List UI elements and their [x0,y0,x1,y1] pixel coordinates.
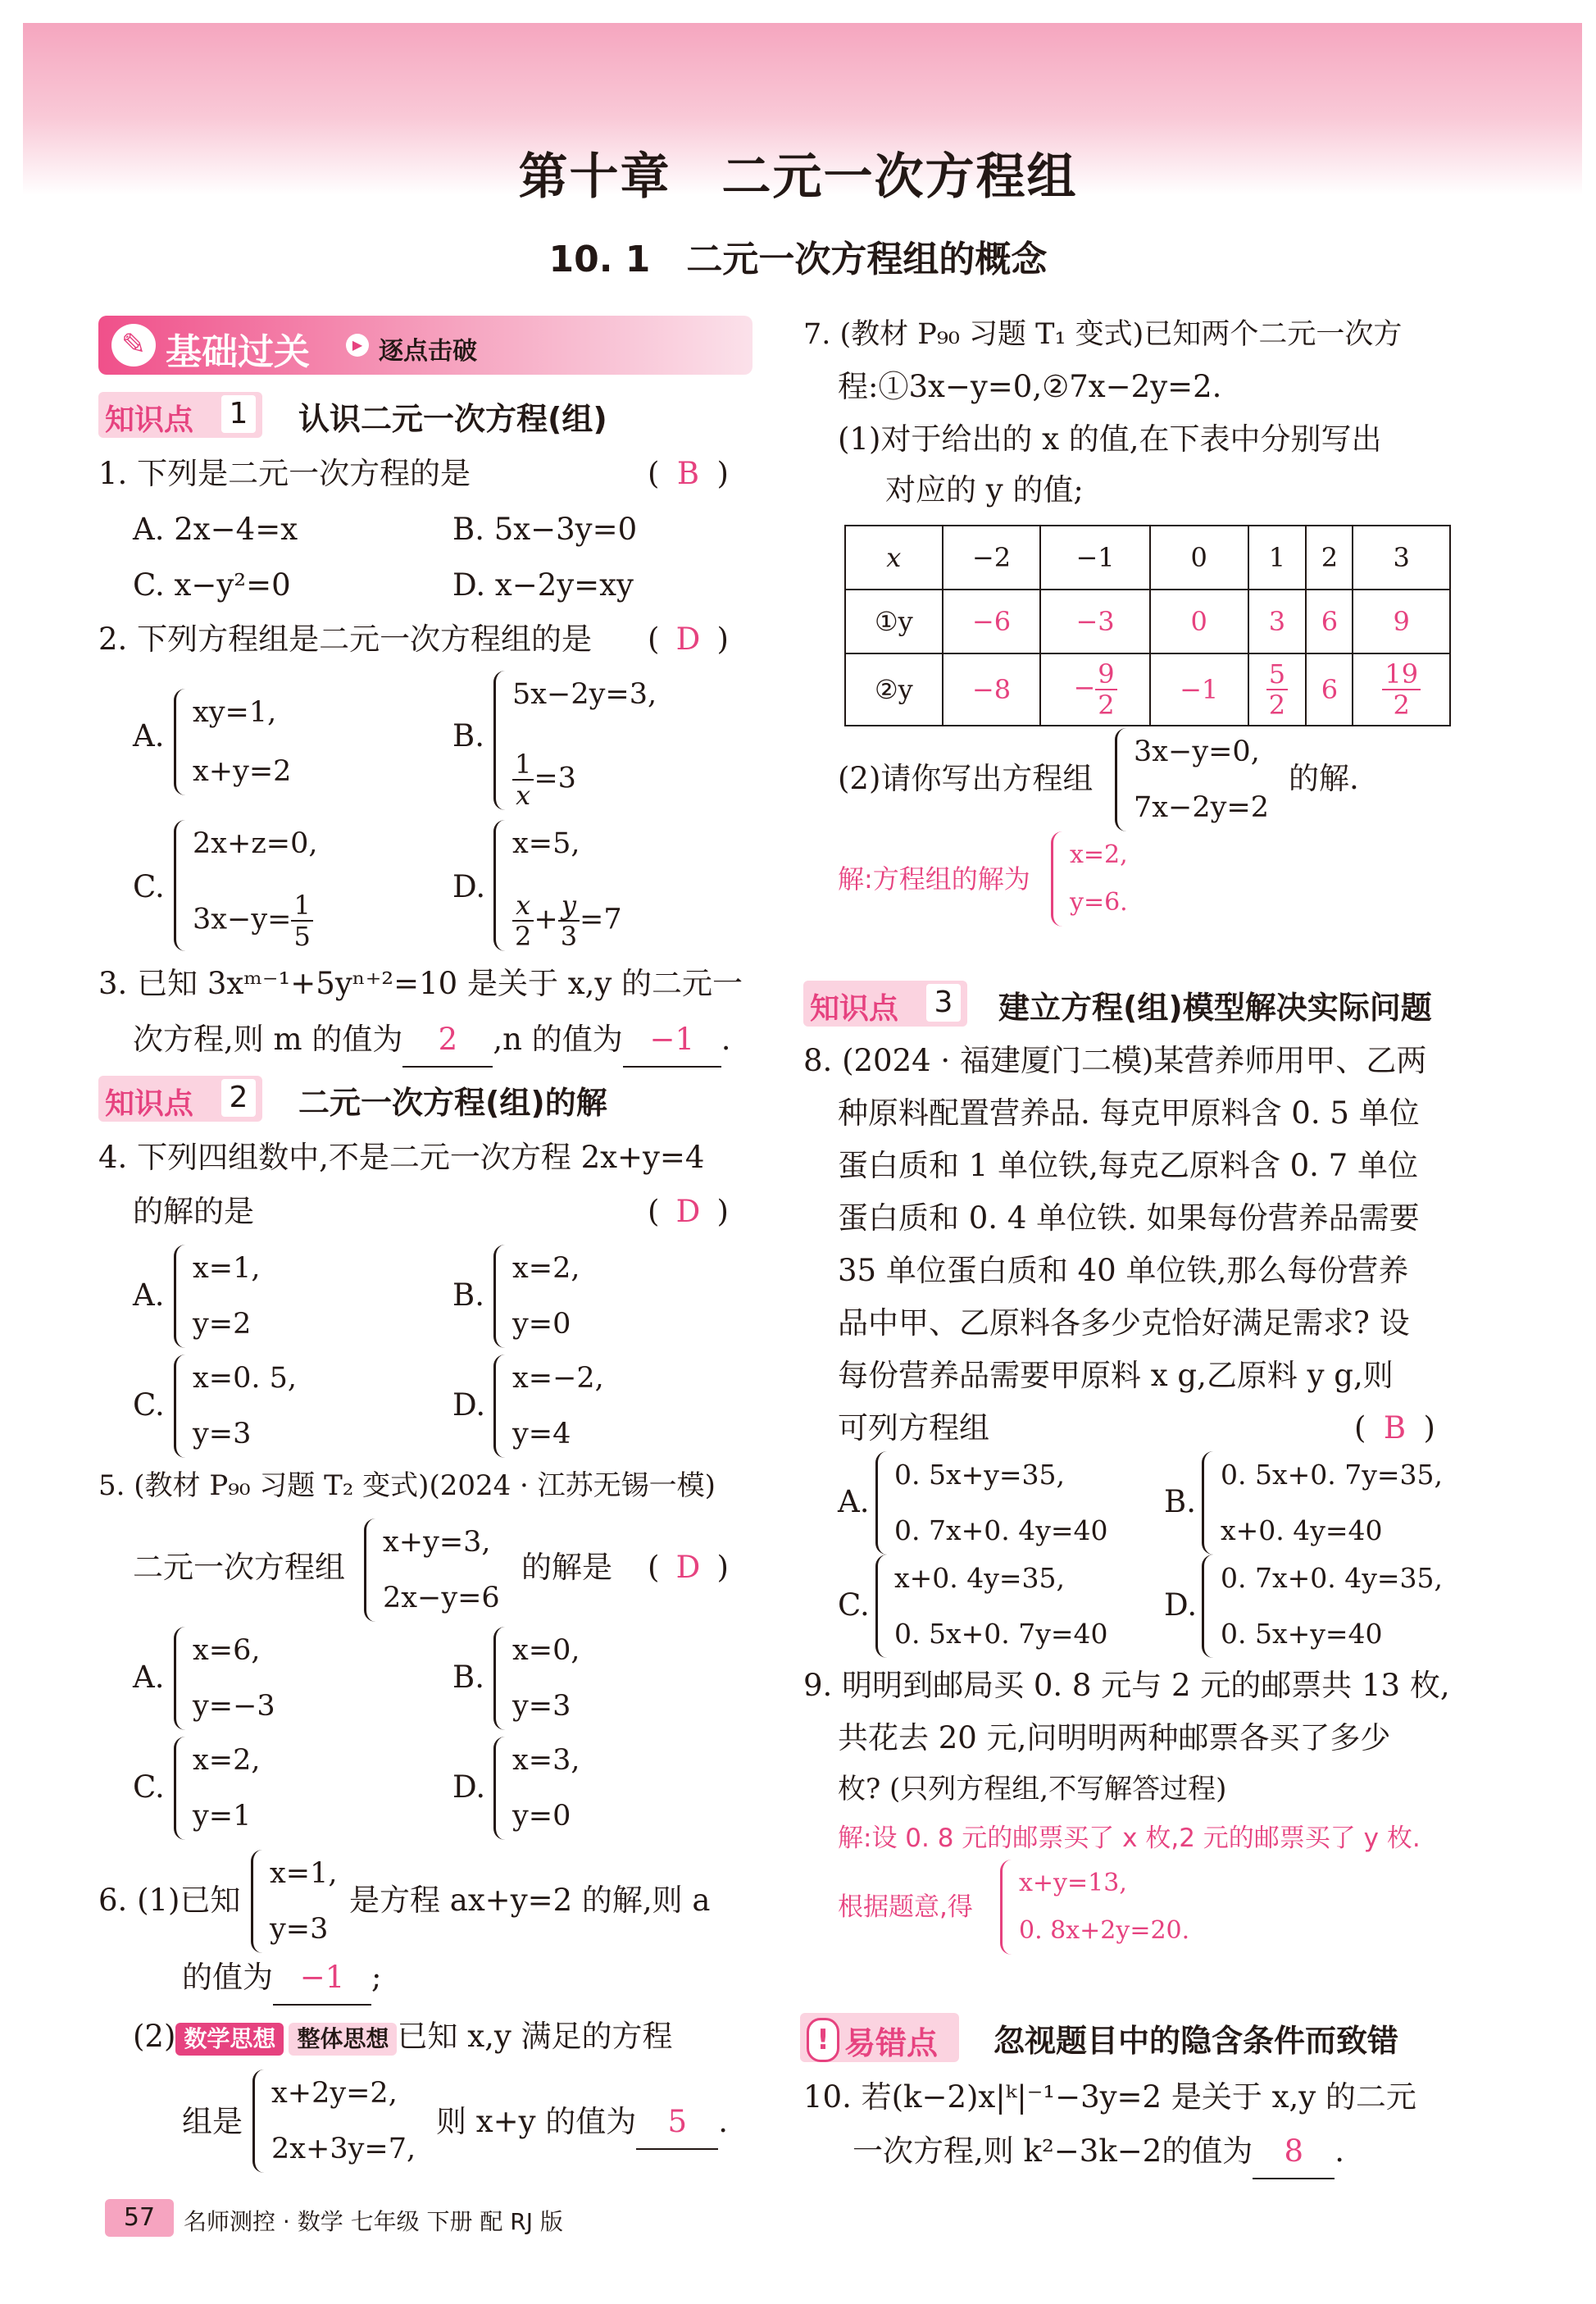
q4-a-eq2: y=2 [193,1308,252,1341]
q4-d-eq2: y=4 [512,1418,571,1450]
exclamation-icon: ! [807,2018,839,2062]
q10-answer: 8 [1253,2125,1335,2179]
q6-answer-xy: 5 [636,2096,718,2150]
q8-line: 35 单位蛋白质和 40 单位铁,那么每份营养 [838,1253,1409,1288]
table-x-cell: −1 [1040,526,1150,590]
q6-part2 [133,2010,673,2063]
q8-line: 蛋白质和 1 单位铁,每克乙原料含 0. 7 单位 [838,1148,1418,1183]
q3-answer-m: 2 [402,1013,493,1068]
q9-solution-line1: 解:设 0. 8 元的邮票买了 x 枚,2 元的邮票买了 y 枚. [838,1824,1421,1853]
q2-b-eq2-rest: =3 [534,762,576,795]
q5-label-b: B. [452,1660,484,1695]
q7-p2-pre: (2)请你写出方程组 [838,761,1094,796]
q7-sol-eq2: y=6. [1070,888,1128,917]
q8-line: 8. (2024 · 福建厦门二模)某营养师用甲、乙两 [803,1043,1427,1078]
table-y1-cell: −3 [1040,590,1150,653]
q1-option-a: A. 2x−4=x [133,512,298,547]
q5-label-c: C. [133,1769,165,1805]
q3-line2 [133,1013,731,1068]
q5-answer: D [675,1550,701,1585]
q5-a-eq2: y=−3 [193,1690,275,1723]
q6-p2-l2-post-line [436,2096,728,2150]
q2-system-c [174,820,318,951]
q8-d-eq2: 0. 5x+y=40 [1221,1618,1383,1650]
q5-eq1: x+y=3, [383,1526,491,1559]
q6-system-1 [251,1850,337,1953]
knowledge-point-1-tag [98,392,262,438]
q4-answer: D [675,1194,701,1229]
table-row [845,653,1450,726]
q4-system-a [174,1245,260,1348]
q2-d-frac2-num: y [558,890,580,922]
kp3-title: 建立方程(组)模型解决实际问题 [998,990,1432,1026]
q8-c-eq1: x+0. 4y=35, [894,1562,1066,1594]
q5-label-d: D. [452,1769,486,1805]
table-x-cell: 2 [1306,526,1353,590]
q6-post: 是方程 ax+y=2 的解,则 a [349,1883,711,1918]
q4-label-a: A. [133,1277,165,1313]
q6-system-2 [252,2070,416,2173]
q6-t2: 2x+3y=7, [271,2133,416,2165]
q2-c-eq2 [193,890,318,951]
table-x-cell: 1 [1248,526,1307,590]
holistic-thinking-tag: 整体思想 [289,2023,397,2056]
frac-num: 19 [1382,659,1421,690]
q6-line2-end: ; [371,1960,382,1995]
kp-number: 2 [221,1079,256,1117]
table-y1-cell: 0 [1150,590,1248,653]
q4-system-d [493,1355,604,1458]
q8-line: 种原料配置营养品. 每克甲原料含 0. 5 单位 [838,1095,1420,1131]
q4-label-c: C. [133,1387,165,1423]
q4-system-c [174,1355,297,1458]
frac-num: 5 [1266,659,1288,690]
frac-num: 9 [1095,659,1116,690]
q6-pre: 6. (1)已知 [98,1883,241,1918]
page-number: 57 [105,2199,174,2237]
q8-b-eq2: x+0. 4y=40 [1221,1514,1383,1546]
q3-answer-n: −1 [623,1013,721,1068]
q4-b-eq2: y=0 [512,1308,571,1341]
q8-a-eq1: 0. 5x+y=35, [894,1459,1066,1491]
mistake-title: 忽视题目中的隐含条件而致错 [994,2023,1399,2059]
q4-d-eq1: x=−2, [512,1362,604,1395]
math-thinking-tag: 数学思想 [175,2023,284,2056]
q5-line1: 5. (教材 P₉₀ 习题 T₂ 变式)(2024 · 江苏无锡一模) [98,1469,716,1502]
kp1-title: 认识二元一次方程(组) [298,401,607,437]
q6-p2-l2-post: 则 x+y 的值为 [436,2104,637,2139]
q5-post: 的解是 [521,1550,612,1585]
q4-answer-paren: ( D ) [648,1194,729,1229]
q1-stem: 1. 下列是二元一次方程的是 [98,456,471,491]
kp2-title: 二元一次方程(组)的解 [298,1085,607,1121]
q2-d-frac1-num: x [512,890,534,922]
kp-number: 3 [926,984,961,1022]
q8-c-eq2: 0. 5x+0. 7y=40 [894,1618,1108,1650]
table-y2-cell [1040,653,1150,726]
q2-system-a [174,689,291,795]
q3-line2-pre: 次方程,则 m 的值为 [133,1022,403,1057]
footer-book-info: 名师测控 · 数学 七年级 下册 配 RJ 版 [184,2208,563,2235]
q5-label-a: A. [133,1660,165,1695]
section-banner-title: 基础过关 [166,331,310,373]
q6-t1: x+2y=2, [271,2077,398,2110]
q8-system-a [875,1451,1108,1555]
q2-d-eq2 [512,890,622,951]
q2-d-eq1: x=5, [512,827,580,860]
chapter-title: 第十章 二元一次方程组 [518,148,1078,206]
table-x-cell: 3 [1353,526,1450,590]
q6-s1: x=1, [270,1857,338,1890]
q2-stem: 2. 下列方程组是二元一次方程组的是 [98,622,593,657]
q2-answer-paren: ( D ) [648,622,729,657]
q7-value-table [844,525,1451,726]
q1-option-d: D. x−2y=xy [452,567,634,603]
table-y1-cell: −6 [943,590,1041,653]
q10-line2 [853,2125,1344,2179]
q6-answer-a: −1 [273,1951,371,2006]
table-y2-cell [1353,653,1450,726]
q2-d-eq2-rest: =7 [580,903,622,936]
q3-line2-end: . [721,1022,731,1057]
frac-den: 2 [1393,690,1410,721]
q4-c-eq1: x=0. 5, [193,1362,297,1395]
frac-den: 2 [1268,690,1286,721]
q2-b-eq1: 5x−2y=3, [512,678,657,711]
q5-system-d [493,1737,580,1840]
q4-c-eq2: y=3 [193,1418,252,1450]
table-y2-cell: −8 [943,653,1041,726]
q7-eq2: 7x−2y=2 [1134,791,1269,824]
q5-system-c [174,1737,260,1840]
q3-line1: 3. 已知 3xᵐ⁻¹+5yⁿ⁺²=10 是关于 x,y 的二元一 [98,966,743,1001]
q8-b-eq1: 0. 5x+0. 7y=35, [1221,1459,1443,1491]
q2-system-b [493,671,657,810]
q9-line: 9. 明明到邮局买 0. 8 元与 2 元的邮票共 13 枚, [803,1668,1450,1703]
q5-d-eq1: x=3, [512,1744,580,1777]
q4-label-d: D. [452,1387,486,1423]
section-banner [98,316,753,375]
q4-system-b [493,1245,580,1348]
q10-line2-end: . [1335,2133,1345,2169]
q8-line: 每份营养品需要甲原料 x g,乙原料 y g,则 [838,1358,1394,1393]
q6-p2-end: . [718,2104,729,2139]
q6-p2-l2-pre: 组是 [182,2104,243,2139]
q8-system-c [875,1555,1108,1658]
q2-c-eq2-pre: 3x−y= [193,903,292,936]
q5-system-b [493,1627,580,1730]
q7-line1: 7. (教材 P₉₀ 习题 T₁ 变式)已知两个二元一次方 [803,318,1403,351]
q8-system-d [1202,1555,1443,1658]
q6-p2-pre: (2) [133,2019,176,2054]
q4-a-eq1: x=1, [193,1252,261,1285]
q8-label-a: A. [838,1484,870,1519]
table-y2-cell: 6 [1306,653,1353,726]
q9-line: 枚? (只列方程组,不写解答过程) [838,1773,1227,1805]
q2-label-d: D. [452,869,486,904]
q4-line1: 4. 下列四组数中,不是二元一次方程 2x+y=4 [98,1140,705,1175]
q2-c-frac-num: 1 [291,890,312,922]
mistake-point-tag [800,2013,959,2062]
q2-label-b: B. [452,718,484,754]
q9-solution-system [1000,1860,1189,1955]
q6-s2: y=3 [270,1913,329,1946]
table-x-cell: −2 [943,526,1041,590]
people-icon: ✎ [111,324,156,367]
q3-line2-mid: ,n 的值为 [493,1022,623,1057]
q2-label-c: C. [133,869,165,904]
q5-system-a [174,1627,275,1730]
table-head-y1: ①y [845,590,943,653]
q4-line2: 的解的是 [133,1194,254,1229]
q10-line2-pre: 一次方程,则 k²−3k−2的值为 [853,2133,1253,2169]
q5-c-eq1: x=2, [193,1744,261,1777]
q7-system [1115,728,1269,831]
q7-solution-system [1051,831,1128,927]
table-y1-cell: 9 [1353,590,1450,653]
q8-d-eq1: 0. 7x+0. 4y=35, [1221,1562,1443,1594]
q7-p2-post: 的解. [1289,761,1359,796]
q7-line2: 程:①3x−y=0,②7x−2y=2. [838,369,1222,404]
q5-b-eq1: x=0, [512,1634,580,1667]
q7-eq1: 3x−y=0, [1134,735,1260,768]
q9-line: 共花去 20 元,问明明两种邮票各买了多少 [838,1720,1391,1755]
table-row [845,526,1450,590]
q2-b-frac-num: 1 [512,749,534,781]
q2-c-frac-den: 5 [293,921,311,952]
play-arrow-icon: ▶ [346,334,369,357]
frac-sign: − [1073,672,1096,703]
q5-pre: 二元一次方程组 [133,1550,345,1585]
q7-p1-line1: (1)对于给出的 x 的值,在下表中分别写出 [838,421,1382,457]
q8-label-b: B. [1164,1484,1196,1519]
q8-a-eq2: 0. 7x+0. 4y=40 [894,1514,1108,1546]
q2-c-eq1: 2x+z=0, [193,827,318,860]
q6-p2-post: 已知 x,y 满足的方程 [397,2019,673,2054]
q7-solution-pre: 解:方程组的解为 [838,863,1030,895]
q2-a-eq2: x+y=2 [193,755,292,788]
section-banner-subtitle: 逐点击破 [379,337,477,366]
knowledge-point-3-tag [803,981,967,1027]
q2-label-a: A. [133,718,165,754]
q1-option-b: B. 5x−3y=0 [452,512,638,547]
kp-label: 知识点 [105,403,194,437]
q7-sol-eq1: x=2, [1070,840,1128,869]
knowledge-point-2-tag [98,1076,262,1122]
mistake-label: 易错点 [844,2025,939,2061]
q2-d-frac1-den: 2 [515,921,532,952]
q8-label-c: C. [838,1587,870,1623]
q8-system-b [1202,1451,1443,1555]
q8-line: 品中甲、乙原料各多少克恰好满足需求? 设 [838,1305,1410,1341]
table-y2-cell: −1 [1150,653,1248,726]
q1-answer: B [676,456,700,491]
q2-b-eq2 [512,749,657,810]
q2-d-frac2-den: 3 [560,921,578,952]
table-head-x: x [845,526,943,590]
q7-p1-line2: 对应的 y 的值; [885,472,1084,508]
q1-answer-paren: ( B ) [648,456,729,491]
q8-line: 蛋白质和 0. 4 单位铁. 如果每份营养品需要 [838,1200,1420,1236]
q9-solution-pre: 根据题意,得 [838,1892,973,1922]
table-head-y2: ②y [845,653,943,726]
q9-sol-eq1: x+y=13, [1019,1869,1127,1897]
q5-answer-paren: ( D ) [648,1550,729,1585]
q8-answer-paren: ( B ) [1354,1410,1435,1446]
q5-d-eq2: y=0 [512,1800,571,1833]
q5-system [364,1519,500,1622]
table-y2-cell [1248,653,1307,726]
frac-den: 2 [1098,690,1115,721]
q6-line2 [182,1951,381,2006]
q2-d-plus: + [534,903,558,936]
table-x-cell: 0 [1150,526,1248,590]
q4-label-b: B. [452,1277,484,1313]
table-y1-cell: 3 [1248,590,1307,653]
q2-system-d [493,820,622,951]
q8-line: 可列方程组 [838,1410,989,1446]
kp-label: 知识点 [810,992,899,1026]
q8-answer: B [1383,1410,1407,1446]
table-y1-cell: 6 [1306,590,1353,653]
q4-b-eq1: x=2, [512,1252,580,1285]
q5-eq2: 2x−y=6 [383,1582,500,1614]
kp-label: 知识点 [105,1087,194,1121]
q10-line1: 10. 若(k−2)x|ᵏ|⁻¹−3y=2 是关于 x,y 的二元 [803,2079,1416,2115]
q2-answer: D [675,622,701,657]
kp-number: 1 [221,395,256,433]
section-title: 10. 1 二元一次方程组的概念 [548,239,1048,280]
q9-sol-eq2: 0. 8x+2y=20. [1019,1916,1190,1945]
q6-line2-pre: 的值为 [182,1960,273,1995]
q1-option-c: C. x−y²=0 [133,567,291,603]
q5-b-eq2: y=3 [512,1690,571,1723]
q5-a-eq1: x=6, [193,1634,261,1667]
q2-b-frac-den: x [516,780,531,811]
q2-a-eq1: xy=1, [193,696,277,729]
q5-c-eq2: y=1 [193,1800,252,1833]
table-row [845,590,1450,653]
q8-label-d: D. [1164,1587,1198,1623]
